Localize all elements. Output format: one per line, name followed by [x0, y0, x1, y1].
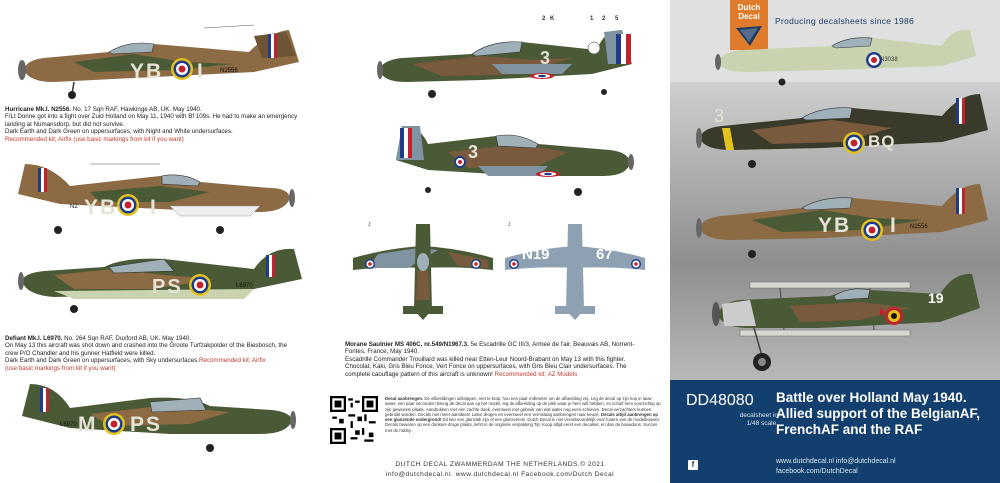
hurricane-top-serial: N2556	[220, 68, 238, 74]
qr-code	[330, 396, 378, 444]
defiant-caption-l5: (use basic markings from kit if you want)	[5, 364, 116, 372]
hurricane-caption-l1: No. 17 Sqn RAF, Hawkinge AB, UK. May 1940.	[71, 106, 202, 113]
defiant-caption	[5, 335, 335, 372]
product-code: DD48080	[686, 392, 754, 409]
defiant-caption-l3: crew P/O Chandler and his gunner Hatfield were killed.	[5, 349, 156, 357]
morane-under-serial-b: 67	[596, 246, 613, 263]
spitfire-serial: N3038	[880, 57, 898, 63]
morane-top-view	[348, 220, 498, 325]
hurricane-right-1-number: 3	[714, 106, 725, 126]
hurricane-caption-head: Hurricane Mk.I. N2556.	[5, 106, 72, 113]
logo-line-2: Decal	[738, 12, 760, 21]
decal-instructions-text: De afbeeldingen uitknippen, niet te krap, hou een paar millimeter om de afbeelding vrij. Leg de decal op zijn kop in lauw water, een paar seconden! Breng de decal aan op het model, leg de afbeelding op de plek waar je hem wilt hebben, en schuif hem voorzichtig op zijn gewenste plaats. Aandrukken met een zachte doek, eventueel met gebruik van wat water nog even schuiven. Decal verzachters kunnen gebruikt worden. Decals niet meer aanraken! Laten drogen en eventueel een vernislaag aanbrengen naar keuze.	[385, 396, 661, 417]
footer-line-1: DUTCH DECAL ZWAMMERDAM THE NETHERLANDS.© 2021	[395, 461, 605, 468]
product-sub-1: decalsheet in	[739, 412, 778, 419]
hurricane-caption	[5, 106, 320, 143]
hurricane-profile-right-1	[692, 88, 992, 173]
tagline: Producing decalsheets since 1986	[775, 16, 915, 26]
biplane-profile	[710, 268, 990, 378]
contact-line-1[interactable]: www.dutchdecal.nl info@dutchdecal.nl	[776, 458, 896, 465]
morane-underside-view	[500, 220, 650, 325]
morane-caption-head: Morane Saulnier MS 406C. nr.549/N1967.3.	[345, 341, 469, 348]
morane-caption-l2: Fontes, France, May 1940.	[345, 348, 419, 356]
morane-marker-2: K	[550, 16, 555, 22]
morane-caption	[345, 341, 667, 378]
defiant-serial-a: L6970	[236, 283, 253, 289]
product-sub-2: 1/48 scale.	[746, 420, 778, 427]
morane-profile-1	[372, 24, 642, 104]
decal-instructions-text2: Dit kan een glanslak zijn of een glansvernis. Dutch Decal is niet verantwoordelijk voor fouten van de modelbouwer. Decals bewaren op een donkere droge plaats, liefst in de originele verpakking Tip: Koop altijd eerst een decalset, en dan de bouwdoos. Succes met de hobby.	[385, 417, 661, 433]
spitfire-profile	[712, 26, 982, 90]
morane-profile-2	[388, 122, 638, 202]
morane-number-2: 3	[468, 142, 479, 162]
decal-instructions-head: Decal aanbrengen.	[385, 396, 424, 401]
hurricane-right-2-code2: I	[890, 214, 896, 237]
product-title	[776, 390, 1000, 438]
defiant-code-d: PS	[130, 413, 163, 436]
biplane-number: 19	[928, 290, 944, 306]
footer-line-2: info@dutchdecal.nl. www.dutchdecal.nl Facebook.com/Dutch Decal	[385, 471, 615, 478]
defiant-caption-l4b: Recommended kit; Airfix	[198, 357, 266, 365]
logo-line-1: Dutch	[737, 3, 761, 12]
defiant-serial-b: L6970	[60, 422, 77, 428]
morane-marker-3: 1	[590, 16, 594, 22]
hurricane-right-2-serial: N2556	[910, 224, 928, 230]
hurricane-caption-l2: F/Lt Donne got into a fight over Zuid Holland on May 11, 1940 with Bf 109s. He had to make an emergency	[5, 113, 298, 121]
hurricane-top-code: YB	[130, 60, 164, 83]
morane-marker-5: 5	[615, 16, 619, 22]
morane-under-small: J	[508, 222, 511, 228]
morane-caption-l4: Chocolat, Kaki, Gris Bleu Fonce, Vert Fonce on uppersurfaces, with Gris Bleu Clair undersurfaces. The	[345, 363, 627, 371]
morane-marker-4: 2	[602, 16, 606, 22]
facebook-icon[interactable]: f	[688, 460, 698, 470]
product-title-2: Allied support of the BelgianAF,	[776, 406, 981, 421]
morane-caption-l3: Escadrille Commander Trouillard was killed near Etten-Leur Noord-Brabant on May 13 with this fighter.	[345, 355, 626, 363]
hurricane-caption-l3: landing at Numansdorp, but did not survive.	[5, 120, 125, 128]
logo-text	[730, 3, 768, 21]
defiant-caption-head: Defiant Mk.I. L6970.	[5, 335, 63, 342]
contact-line-2[interactable]: facebook.com/DutchDecal	[776, 468, 858, 475]
hurricane-mid-code2: I	[150, 196, 156, 219]
decal-instructions-head2: Decals altijd aanbrengen op een glanzende ondergrond!	[385, 411, 659, 423]
hurricane-right-2-code: YB	[818, 214, 852, 237]
defiant-code-a: PS	[152, 276, 183, 298]
hurricane-top-code2: I	[197, 60, 203, 83]
morane-caption-l1: 5e Escadrille GC III/3, Armee de l'air. Beauvais AB, Norrent-	[468, 341, 635, 348]
hurricane-mid-serial: N2	[70, 204, 78, 210]
decal-instructions	[385, 396, 663, 433]
hurricane-right-1-code: BQ	[868, 132, 896, 151]
hurricane-caption-l5: Recommended kit; Airfix (use basic markings from kit if you want)	[5, 135, 184, 143]
defiant-code-c: M	[78, 413, 96, 436]
hurricane-caption-l4: Dark Earth and Dark Green on uppersurfaces, with Night and White undersurfaces.	[5, 128, 233, 136]
morane-under-serial-a: N19	[522, 246, 550, 263]
product-title-1: Battle over Holland May 1940.	[776, 390, 967, 405]
defiant-caption-l4a: Dark Earth and Dark Green on uppersurfaces, with Sky undersurfaces.	[5, 357, 199, 365]
defiant-caption-l1: No. 264 Sqn RAF, Duxford AB, UK. May 1940.	[62, 335, 192, 342]
morane-caption-l5: complete caouflage pattern of this aircraft is unknown!	[345, 370, 493, 378]
defiant-caption-l2: On May 13 this aircraft was shot down and crashed into the Groote Turfzakpolder of the Biesbosch, the	[5, 342, 288, 350]
morane-top-small: J	[368, 222, 371, 228]
hurricane-mid-code: YB	[84, 196, 118, 219]
morane-caption-l5b: Recommended kit; AZ Models	[494, 370, 578, 378]
right-panel	[670, 0, 1000, 483]
product-title-3: FrenchAF and the RAF	[776, 422, 923, 437]
morane-marker-1: 2	[542, 16, 546, 22]
morane-number-1: 3	[540, 48, 551, 68]
info-panel	[670, 380, 1000, 483]
